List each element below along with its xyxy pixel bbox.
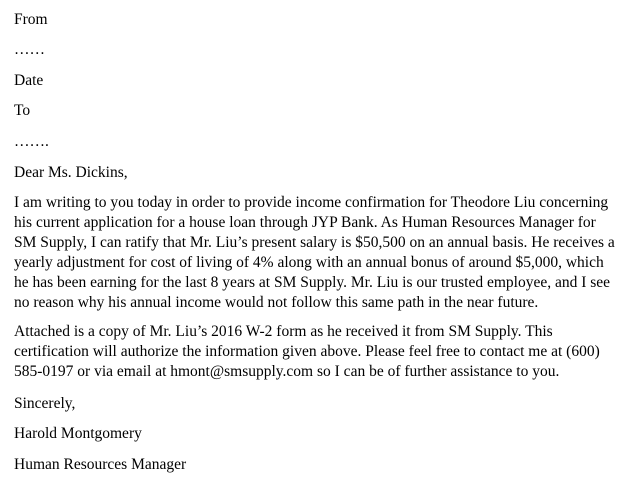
paragraph-line: no reason why his annual income would not follow this same path in the near future.: [14, 294, 539, 311]
body-paragraph-1: [14, 193, 615, 313]
signer-name: Harold Montgomery: [14, 425, 142, 442]
from-placeholder: ……: [14, 41, 45, 58]
to-label: To: [14, 102, 31, 119]
date-label: Date: [14, 72, 44, 89]
paragraph-line: I am writing to you today in order to provide income confirmation for Theodore Liu concerning: [14, 194, 609, 211]
valediction: Sincerely,: [14, 395, 76, 412]
signer-title: Human Resources Manager: [14, 456, 187, 473]
body-paragraph-2: [14, 322, 600, 382]
salutation: Dear Ms. Dickins,: [14, 164, 128, 181]
paragraph-line: yearly adjustment for cost of living of 4% along with an annual bonus of around $5,000, which: [14, 254, 604, 271]
paragraph-line: Attached is a copy of Mr. Liu’s 2016 W-2 form as he received it from SM Supply. This: [14, 323, 553, 340]
paragraph-line: he has been earning for the last 8 years at SM Supply. Mr. Liu is our trusted employee, and I see: [14, 274, 611, 291]
paragraph-line: 585-0197 or via email at hmont@smsupply.com so I can be of further assistance to you.: [14, 363, 560, 380]
from-label: From: [14, 11, 48, 28]
paragraph-line: his current application for a house loan through JYP Bank. As Human Resources Manager for: [14, 214, 596, 231]
paragraph-line: certification will authorize the information given above. Please feel free to contact me at (600): [14, 343, 600, 360]
paragraph-line: SM Supply, I can ratify that Mr. Liu’s present salary is $50,500 on an annual basis. He receives a: [14, 234, 615, 251]
to-placeholder: …….: [14, 133, 49, 150]
